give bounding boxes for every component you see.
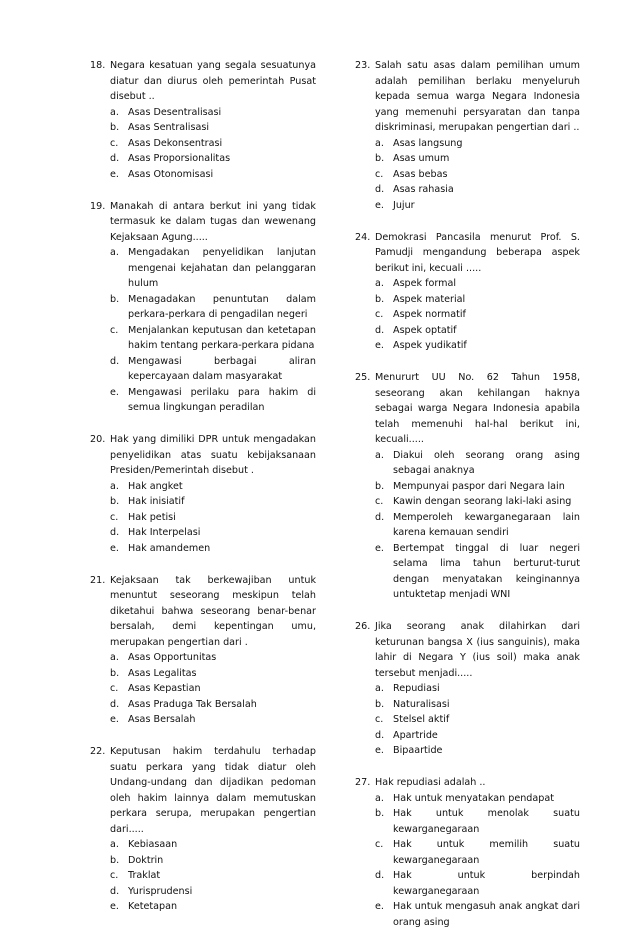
question-item <box>355 619 580 759</box>
option-letter: a. <box>375 137 384 149</box>
question-text: Salah satu asas dalam pemilihan umum adalah pemilihan berlaku menyeluruh kepada semua warga Negara Indonesia yang memenuhi persyaratan dan tanpa diskriminasi, merupakan pengertian dari .. <box>375 60 580 133</box>
option-letter: d. <box>375 324 385 336</box>
option-text: Hak petisi <box>128 511 176 523</box>
answer-option <box>375 167 580 183</box>
option-letter: e. <box>110 386 119 398</box>
option-text: Memperoleh kewarganegaraan lain karena kemauan sendiri <box>393 511 580 538</box>
answer-option <box>375 728 580 744</box>
answer-option <box>375 182 580 198</box>
option-text: Hak inisiatif <box>128 496 185 507</box>
option-text: Hak untuk menolak suatu kewarganegaraan <box>393 808 580 835</box>
option-letter: d. <box>110 698 120 710</box>
question-header <box>355 370 580 448</box>
answer-option <box>110 494 316 510</box>
answer-option <box>375 292 580 308</box>
answer-option <box>110 650 316 666</box>
question-text: Demokrasi Pancasila menurut Prof. S. Pamudji mengandung beberapa aspek berikut ini, kecuali ..... <box>375 231 580 274</box>
option-letter: d. <box>375 729 385 741</box>
answer-option <box>375 697 580 713</box>
option-letter: b. <box>110 496 120 507</box>
answer-option <box>375 338 580 354</box>
question-header <box>90 432 316 479</box>
option-letter: b. <box>110 122 120 133</box>
option-letter: e. <box>110 901 119 912</box>
option-text: Asas Kepastian <box>128 683 201 694</box>
answer-option <box>110 479 316 495</box>
question-header <box>355 775 580 791</box>
question-header <box>90 744 316 837</box>
question-text: Hak repudiasi adalah .. <box>375 777 486 788</box>
question-item <box>90 744 316 915</box>
option-list <box>90 245 316 416</box>
question-text: Negara kesatuan yang segala sesuatunya diatur dan diurus oleh pemerintah Pusat disebut .. <box>110 60 316 102</box>
option-letter: b. <box>375 293 385 305</box>
answer-option <box>375 712 580 728</box>
answer-option <box>110 541 316 557</box>
option-letter: a. <box>110 480 119 492</box>
option-text: Hak untuk menyatakan pendapat <box>393 792 554 804</box>
question-item <box>90 573 316 728</box>
question-header <box>355 230 580 277</box>
question-item <box>90 58 316 182</box>
option-text: Asas Legalitas <box>128 667 197 679</box>
option-text: Mempunyai paspor dari Negara lain <box>393 480 565 492</box>
option-letter: a. <box>110 839 119 850</box>
option-list <box>355 136 580 214</box>
option-text: Asas Proporsionalitas <box>128 153 231 164</box>
answer-option <box>375 899 580 930</box>
answer-option <box>110 323 316 354</box>
answer-option <box>110 354 316 385</box>
option-text: Hak Interpelasi <box>128 527 201 538</box>
answer-option <box>375 868 580 899</box>
answer-option <box>110 105 316 121</box>
option-text: Asas langsung <box>393 137 463 149</box>
option-letter: c. <box>110 870 119 881</box>
question-number: 23. <box>355 60 371 71</box>
left-column <box>90 58 316 931</box>
answer-option <box>110 666 316 682</box>
question-number: 20. <box>90 434 106 445</box>
answer-option <box>110 167 316 183</box>
option-text: Asas Opportunitas <box>128 652 217 663</box>
question-text: Menururt UU No. 62 Tahun 1958, seseorang akan kehilangan haknya sebagai warga Negara Indonesia apabila telah memenuhi hal-hal berikut ini, kecuali..... <box>375 372 580 445</box>
answer-option <box>375 791 580 807</box>
option-text: Kawin dengan seorang laki-laki asing <box>393 496 572 507</box>
option-text: Diakui oleh seorang orang asing sebagai anaknya <box>393 449 580 476</box>
option-text: Hak untuk memilih suatu kewarganegaraan <box>393 839 580 866</box>
option-letter: e. <box>375 542 384 554</box>
option-text: Hak untuk berpindah kewarganegaraan <box>393 870 580 897</box>
answer-option <box>375 494 580 510</box>
option-letter: b. <box>110 854 120 866</box>
question-header <box>355 58 580 136</box>
option-letter: a. <box>110 106 119 118</box>
option-letter: d. <box>375 511 385 523</box>
option-text: Stelsel aktif <box>393 714 450 725</box>
option-text: Aspek formal <box>393 278 457 289</box>
answer-option <box>375 307 580 323</box>
option-text: Naturalisasi <box>393 698 450 710</box>
option-letter: c. <box>375 309 384 320</box>
option-list <box>90 479 316 557</box>
answer-option <box>110 697 316 713</box>
answer-option <box>110 136 316 152</box>
option-letter: b. <box>375 153 385 164</box>
option-letter: d. <box>110 355 120 367</box>
option-text: Asas Dekonsentrasi <box>128 137 223 149</box>
answer-option <box>375 198 580 214</box>
question-number: 19. <box>90 200 106 212</box>
option-letter: e. <box>110 168 119 180</box>
option-letter: b. <box>110 293 120 305</box>
option-text: Asas umum <box>393 153 450 164</box>
answer-option <box>110 681 316 697</box>
option-text: Ketetapan <box>128 901 178 912</box>
option-letter: b. <box>375 698 385 710</box>
question-header <box>90 199 316 246</box>
option-list <box>90 650 316 728</box>
option-letter: c. <box>375 839 384 850</box>
question-item <box>90 199 316 416</box>
option-text: Mengawasi perilaku para hakim di semua lingkungan peradilan <box>128 386 316 413</box>
option-letter: c. <box>110 137 119 149</box>
option-text: Bertempat tinggal di luar negeri selama lima tahun berturut-turut dengan menyatakan keinginannya untuktetap menjadi WNI <box>393 542 580 600</box>
option-letter: a. <box>375 449 384 461</box>
option-letter: d. <box>110 527 120 538</box>
option-text: Asas Sentralisasi <box>128 122 210 133</box>
option-letter: d. <box>110 153 120 164</box>
option-list <box>355 681 580 759</box>
option-text: Menjalankan keputusan dan ketetapan hakim tentang perkara-perkara pidana <box>128 324 316 351</box>
answer-option <box>110 245 316 292</box>
question-number: 26. <box>355 621 371 632</box>
option-letter: e. <box>375 745 384 756</box>
question-text: Jika seorang anak dilahirkan dari keturunan bangsa X (ius sanguinis), maka lahir di Negara Y (ius soil) maka anak tersebut menjadi..... <box>375 621 580 679</box>
answer-option <box>110 899 316 915</box>
option-text: Aspek material <box>393 293 466 305</box>
question-text: Hak yang dimiliki DPR untuk mengadakan penyelidikan atas suatu kebijaksanaan Presiden/Pemerintah disebut . <box>110 434 316 476</box>
question-number: 24. <box>355 231 371 243</box>
answer-option <box>375 681 580 697</box>
option-text: Asas rahasia <box>393 184 454 195</box>
question-item <box>355 230 580 354</box>
option-text: Menagadakan penuntutan dalam perkara-perkara di pengadilan negeri <box>128 293 316 320</box>
question-text: Keputusan hakim terdahulu terhadap suatu perkara yang tidak diatur oleh Undang-undang dan dijadikan pedoman oleh hakim lainnya dalam memutuskan perkara serupa, merupakan pengertian dari..... <box>110 746 316 835</box>
option-letter: d. <box>375 870 385 881</box>
option-text: Jujur <box>393 199 415 211</box>
option-text: Hak untuk mengasuh anak angkat dari orang asing <box>393 901 580 928</box>
answer-option <box>375 151 580 167</box>
question-item <box>90 432 316 556</box>
answer-option <box>110 385 316 416</box>
option-list <box>355 276 580 354</box>
question-item <box>355 370 580 603</box>
question-number: 21. <box>90 574 106 586</box>
answer-option <box>110 837 316 853</box>
option-letter: b. <box>110 667 120 679</box>
option-letter: d. <box>110 885 120 897</box>
option-text: Aspek yudikatif <box>393 340 467 351</box>
option-letter: d. <box>375 184 385 195</box>
option-text: Aspek optatif <box>393 324 457 336</box>
option-text: Hak amandemen <box>128 542 211 554</box>
option-text: Asas Praduga Tak Bersalah <box>128 698 257 710</box>
option-text: Kebiasaan <box>128 839 178 850</box>
answer-option <box>110 120 316 136</box>
answer-option <box>110 853 316 869</box>
answer-option <box>375 541 580 603</box>
answer-option <box>375 837 580 868</box>
option-letter: c. <box>110 683 119 694</box>
option-letter: a. <box>375 792 384 804</box>
option-text: Mengawasi berbagai aliran kepercayaan dalam masyarakat <box>128 355 316 382</box>
option-text: Mengadakan penyelidikan lanjutan mengenai kejahatan dan pelanggaran hulum <box>128 247 316 289</box>
answer-option <box>110 712 316 728</box>
answer-option <box>110 868 316 884</box>
question-number: 25. <box>355 372 371 383</box>
option-letter: e. <box>375 199 384 211</box>
answer-option <box>375 448 580 479</box>
question-text: Kejaksaan tak berkewajiban untuk menuntut seseorang meskipun telah diketahui bahwa seseorang benar-benar bersalah, demi kepentingan umu, merupakan pengertian dari . <box>110 574 316 648</box>
option-letter: e. <box>375 340 384 351</box>
question-header <box>90 573 316 651</box>
question-number: 27. <box>355 777 371 788</box>
answer-option <box>110 151 316 167</box>
answer-option <box>375 323 580 339</box>
option-letter: a. <box>375 683 384 694</box>
option-letter: b. <box>375 808 385 819</box>
option-text: Aspek normatif <box>393 309 466 320</box>
answer-option <box>375 136 580 152</box>
option-letter: c. <box>375 714 384 725</box>
option-list <box>355 791 580 931</box>
answer-option <box>375 479 580 495</box>
option-text: Doktrin <box>128 854 164 866</box>
question-item <box>355 58 580 213</box>
option-letter: e. <box>110 714 119 725</box>
option-text: Asas bebas <box>393 168 448 180</box>
question-header <box>355 619 580 681</box>
option-letter: b. <box>375 480 385 492</box>
option-text: Traklat <box>128 870 161 881</box>
right-column <box>355 58 580 947</box>
option-letter: e. <box>110 542 119 554</box>
question-header <box>90 58 316 105</box>
answer-option <box>375 276 580 292</box>
option-letter: c. <box>375 496 384 507</box>
question-text: Manakah di antara berkut ini yang tidak termasuk ke dalam tugas dan wewenang Kejaksaan Agung..... <box>110 200 316 243</box>
question-item <box>355 775 580 930</box>
option-list <box>355 448 580 603</box>
option-letter: c. <box>375 168 384 180</box>
answer-option <box>375 743 580 759</box>
option-text: Yurisprudensi <box>128 885 193 897</box>
answer-option <box>110 525 316 541</box>
option-text: Hak angket <box>128 480 183 492</box>
option-letter: a. <box>110 652 119 663</box>
option-text: Asas Otonomisasi <box>128 168 214 180</box>
answer-option <box>375 806 580 837</box>
answer-option <box>110 292 316 323</box>
option-text: Asas Desentralisasi <box>128 106 222 118</box>
option-text: Repudiasi <box>393 683 440 694</box>
option-letter: c. <box>110 511 119 523</box>
option-text: Asas Bersalah <box>128 714 196 725</box>
option-letter: e. <box>375 901 384 912</box>
option-text: Apartride <box>393 729 438 741</box>
option-letter: a. <box>110 247 119 258</box>
option-letter: c. <box>110 324 119 336</box>
question-number: 22. <box>90 746 106 757</box>
option-letter: a. <box>375 278 384 289</box>
option-list <box>90 105 316 183</box>
option-text: Bipaartide <box>393 745 443 756</box>
answer-option <box>110 884 316 900</box>
answer-option <box>110 510 316 526</box>
answer-option <box>375 510 580 541</box>
question-number: 18. <box>90 60 106 71</box>
